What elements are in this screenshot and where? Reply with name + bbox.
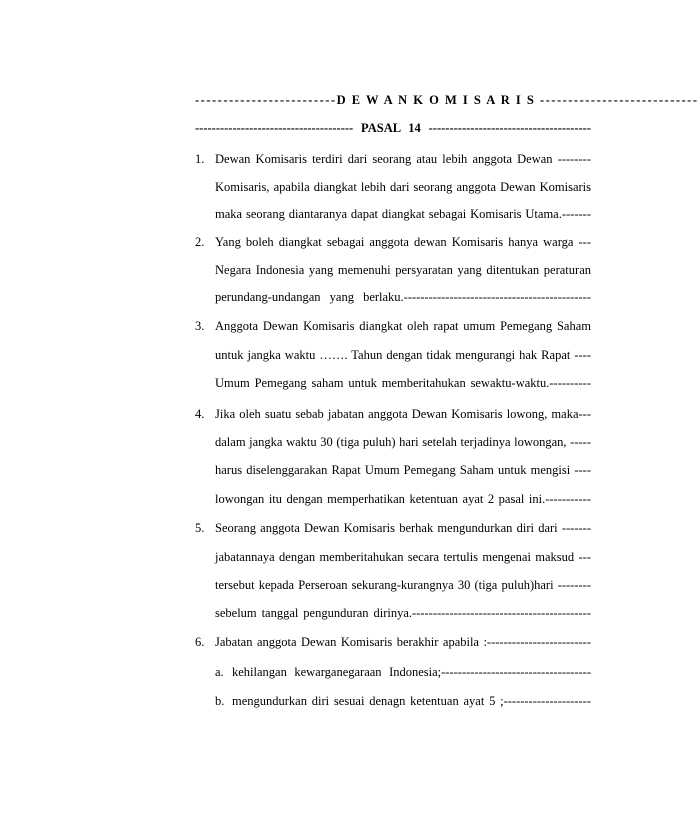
item-number: 2. — [195, 235, 205, 249]
item-number: 4. — [195, 407, 205, 421]
item-line: untuk jangka waktu ……. Tahun dengan tidak mengurangi hak Rapat ---- — [215, 348, 591, 362]
item-line: Jabatan anggota Dewan Komisaris berakhir apabila :------------------------- — [215, 635, 591, 649]
item-line: sebelum tanggal pengunduran dirinya.------------------------------------------- — [215, 606, 591, 620]
pasal-heading: -------------------------------------- PASAL 14 --------------------------------------- — [195, 121, 591, 135]
item-line: Negara Indonesia yang memenuhi persyaratan yang ditentukan peraturan — [215, 263, 591, 277]
item-line: maka seorang diantaranya dapat diangkat sebagai Komisaris Utama.------- — [215, 207, 591, 221]
item-number: 1. — [195, 152, 205, 166]
sub-item-text: mengundurkan diri sesuai denagn ketentuan ayat 5 ;--------------------- — [232, 694, 591, 708]
sub-item-letter: a. — [215, 665, 224, 679]
item-line: lowongan itu dengan memperhatikan ketentuan ayat 2 pasal ini.----------- — [215, 492, 591, 506]
item-line: Seorang anggota Dewan Komisaris berhak mengundurkan diri dari ------- — [215, 521, 591, 535]
item-line: Jika oleh suatu sebab jabatan anggota Dewan Komisaris lowong, maka--- — [215, 407, 591, 421]
item-line: Anggota Dewan Komisaris diangkat oleh rapat umum Pemegang Saham — [215, 319, 591, 333]
item-line: tersebut kepada Perseroan sekurang-kurangnya 30 (tiga puluh)hari -------- — [215, 578, 591, 592]
item-line: jabatannaya dengan memberitahukan secara tertulis mengenai maksud --- — [215, 550, 591, 564]
item-line: Komisaris, apabila diangkat lebih dari seorang anggota Dewan Komisaris — [215, 180, 591, 194]
item-number: 5. — [195, 521, 205, 535]
section-title: -------------------------D E W A N K O M I S A R I S ---------------------------- — [195, 93, 699, 107]
item-number: 6. — [195, 635, 205, 649]
item-line: Umum Pemegang saham untuk memberitahukan sewaktu-waktu.---------- — [215, 376, 591, 390]
item-number: 3. — [195, 319, 205, 333]
item-line: perundang-undangan yang berlaku.--------------------------------------------- — [215, 290, 591, 304]
sub-item-text: kehilangan kewarganegaraan Indonesia;------------------------------------ — [232, 665, 591, 679]
item-line: harus diselenggarakan Rapat Umum Pemegang Saham untuk mengisi ---- — [215, 463, 591, 477]
sub-item-letter: b. — [215, 694, 225, 708]
item-line: Dewan Komisaris terdiri dari seorang atau lebih anggota Dewan -------- — [215, 152, 591, 166]
item-line: Yang boleh diangkat sebagai anggota dewan Komisaris hanya warga --- — [215, 235, 591, 249]
item-line: dalam jangka waktu 30 (tiga puluh) hari setelah terjadinya lowongan, ----- — [215, 435, 591, 449]
